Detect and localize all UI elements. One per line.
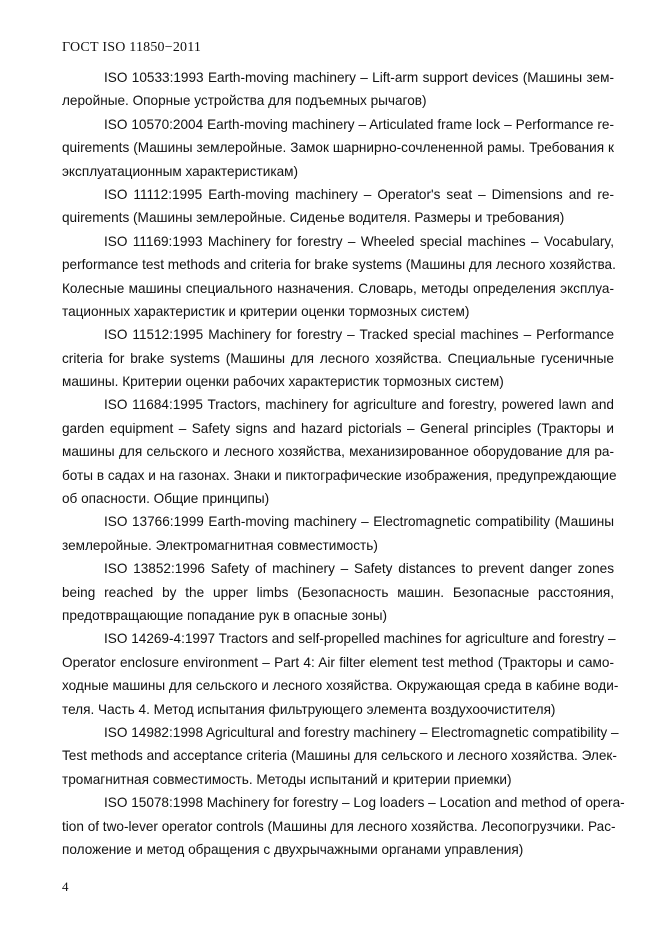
reference-entry xyxy=(62,791,625,861)
reference-entry xyxy=(62,510,614,557)
page-number: 4 xyxy=(62,879,69,894)
reference-entry xyxy=(62,183,614,230)
reference-line: tion of two-lever operator controls (Машины для лесного хозяйства. Лесопогрузчики. Рас- xyxy=(62,818,616,834)
reference-line: ISO 11112:1995 Earth-moving machinery – Operator's seat – Dimensions and re- xyxy=(104,186,614,202)
reference-line: quirements (Машины землеройные. Сиденье водителя. Размеры и требования) xyxy=(62,210,565,226)
reference-line: леройные. Опорные устройства для подъемных рычагов) xyxy=(62,93,427,109)
reference-line: об опасности. Общие принципы) xyxy=(62,491,270,507)
reference-entry xyxy=(62,721,619,791)
reference-entry xyxy=(62,627,619,721)
reference-line: тромагнитная совместимость. Методы испытаний и критерии приемки) xyxy=(62,771,512,787)
reference-line: Test methods and acceptance criteria (Машины для сельского и лесного хозяйства. Элек- xyxy=(62,748,617,764)
reference-line: предотвращающие попадание рук в опасные зоны) xyxy=(62,607,388,623)
reference-line: ISO 13852:1996 Safety of machinery – Safety distances to prevent danger zones xyxy=(104,561,614,577)
reference-line: being reached by the upper limbs (Безопасность машин. Безопасные расстояния, xyxy=(62,584,614,600)
reference-line: ISO 11512:1995 Machinery for forestry – Tracked special machines – Performance xyxy=(104,327,614,343)
reference-line: ISO 15078:1998 Machinery for forestry – Log loaders – Location and method of opera- xyxy=(104,795,625,811)
reference-line: ISO 10533:1993 Earth-moving machinery – Lift-arm support devices (Машины зем- xyxy=(104,70,614,85)
reference-line: теля. Часть 4. Метод испытания фильтрующего элемента воздухоочистителя) xyxy=(62,701,556,717)
reference-entry xyxy=(62,113,614,183)
reference-line: ходные машины для сельского и лесного хозяйства. Окружающая среда в кабине води- xyxy=(62,678,619,694)
reference-line: ISO 14982:1998 Agricultural and forestry machinery – Electromagnetic compatibility – xyxy=(104,724,619,740)
reference-line: положение и метод обращения с двухрычажными органами управления) xyxy=(62,841,524,857)
reference-line: ISO 10570:2004 Earth-moving machinery – Articulated frame lock – Performance re- xyxy=(104,116,614,132)
reference-line: criteria for brake systems (Машины для лесного хозяйства. Специальные гусеничные xyxy=(62,350,614,366)
reference-entry xyxy=(62,230,614,324)
reference-line: боты в садах и на газонах. Знаки и пиктографические изображения, предупреждающие xyxy=(62,467,617,483)
reference-line: машины для сельского и лесного хозяйства, механизированное оборудование для ра- xyxy=(62,444,614,460)
reference-line: ISO 13766:1999 Earth-moving machinery – Electromagnetic compatibility (Машины xyxy=(104,514,614,530)
reference-line: эксплуатационным характеристикам) xyxy=(62,163,299,179)
reference-entry xyxy=(62,66,614,113)
reference-line: тационных характеристик и критерии оценки тормозных систем) xyxy=(62,303,470,319)
reference-line: Operator enclosure environment – Part 4: Air filter element test method (Тракторы и само- xyxy=(62,654,614,670)
reference-line: землеройные. Электромагнитная совместимость) xyxy=(62,537,378,553)
document-header: ГОСТ ISO 11850−2011 xyxy=(62,40,202,55)
reference-entry xyxy=(62,393,617,510)
reference-entry xyxy=(62,323,614,393)
reference-entry xyxy=(62,557,614,627)
reference-line: ISO 11684:1995 Tractors, machinery for agriculture and forestry, powered lawn and xyxy=(104,397,614,413)
references-list xyxy=(62,66,625,861)
reference-line: ISO 14269-4:1997 Tractors and self-propelled machines for agriculture and forestry – xyxy=(104,631,616,647)
reference-line: ISO 11169:1993 Machinery for forestry – Wheeled special machines – Vocabulary, xyxy=(104,233,614,249)
reference-line: quirements (Машины землеройные. Замок шарнирно-сочлененной рамы. Требования к xyxy=(62,140,614,156)
reference-line: машины. Критерии оценки рабочих характеристик тормозных систем) xyxy=(62,374,504,390)
reference-line: Колесные машины специального назначения. Словарь, методы определения эксплуа- xyxy=(62,280,614,296)
reference-line: garden equipment – Safety signs and hazard pictorials – General principles (Тракторы и xyxy=(62,420,614,436)
reference-line: performance test methods and criteria for brake systems (Машины для лесного хозяйства. xyxy=(62,257,616,273)
